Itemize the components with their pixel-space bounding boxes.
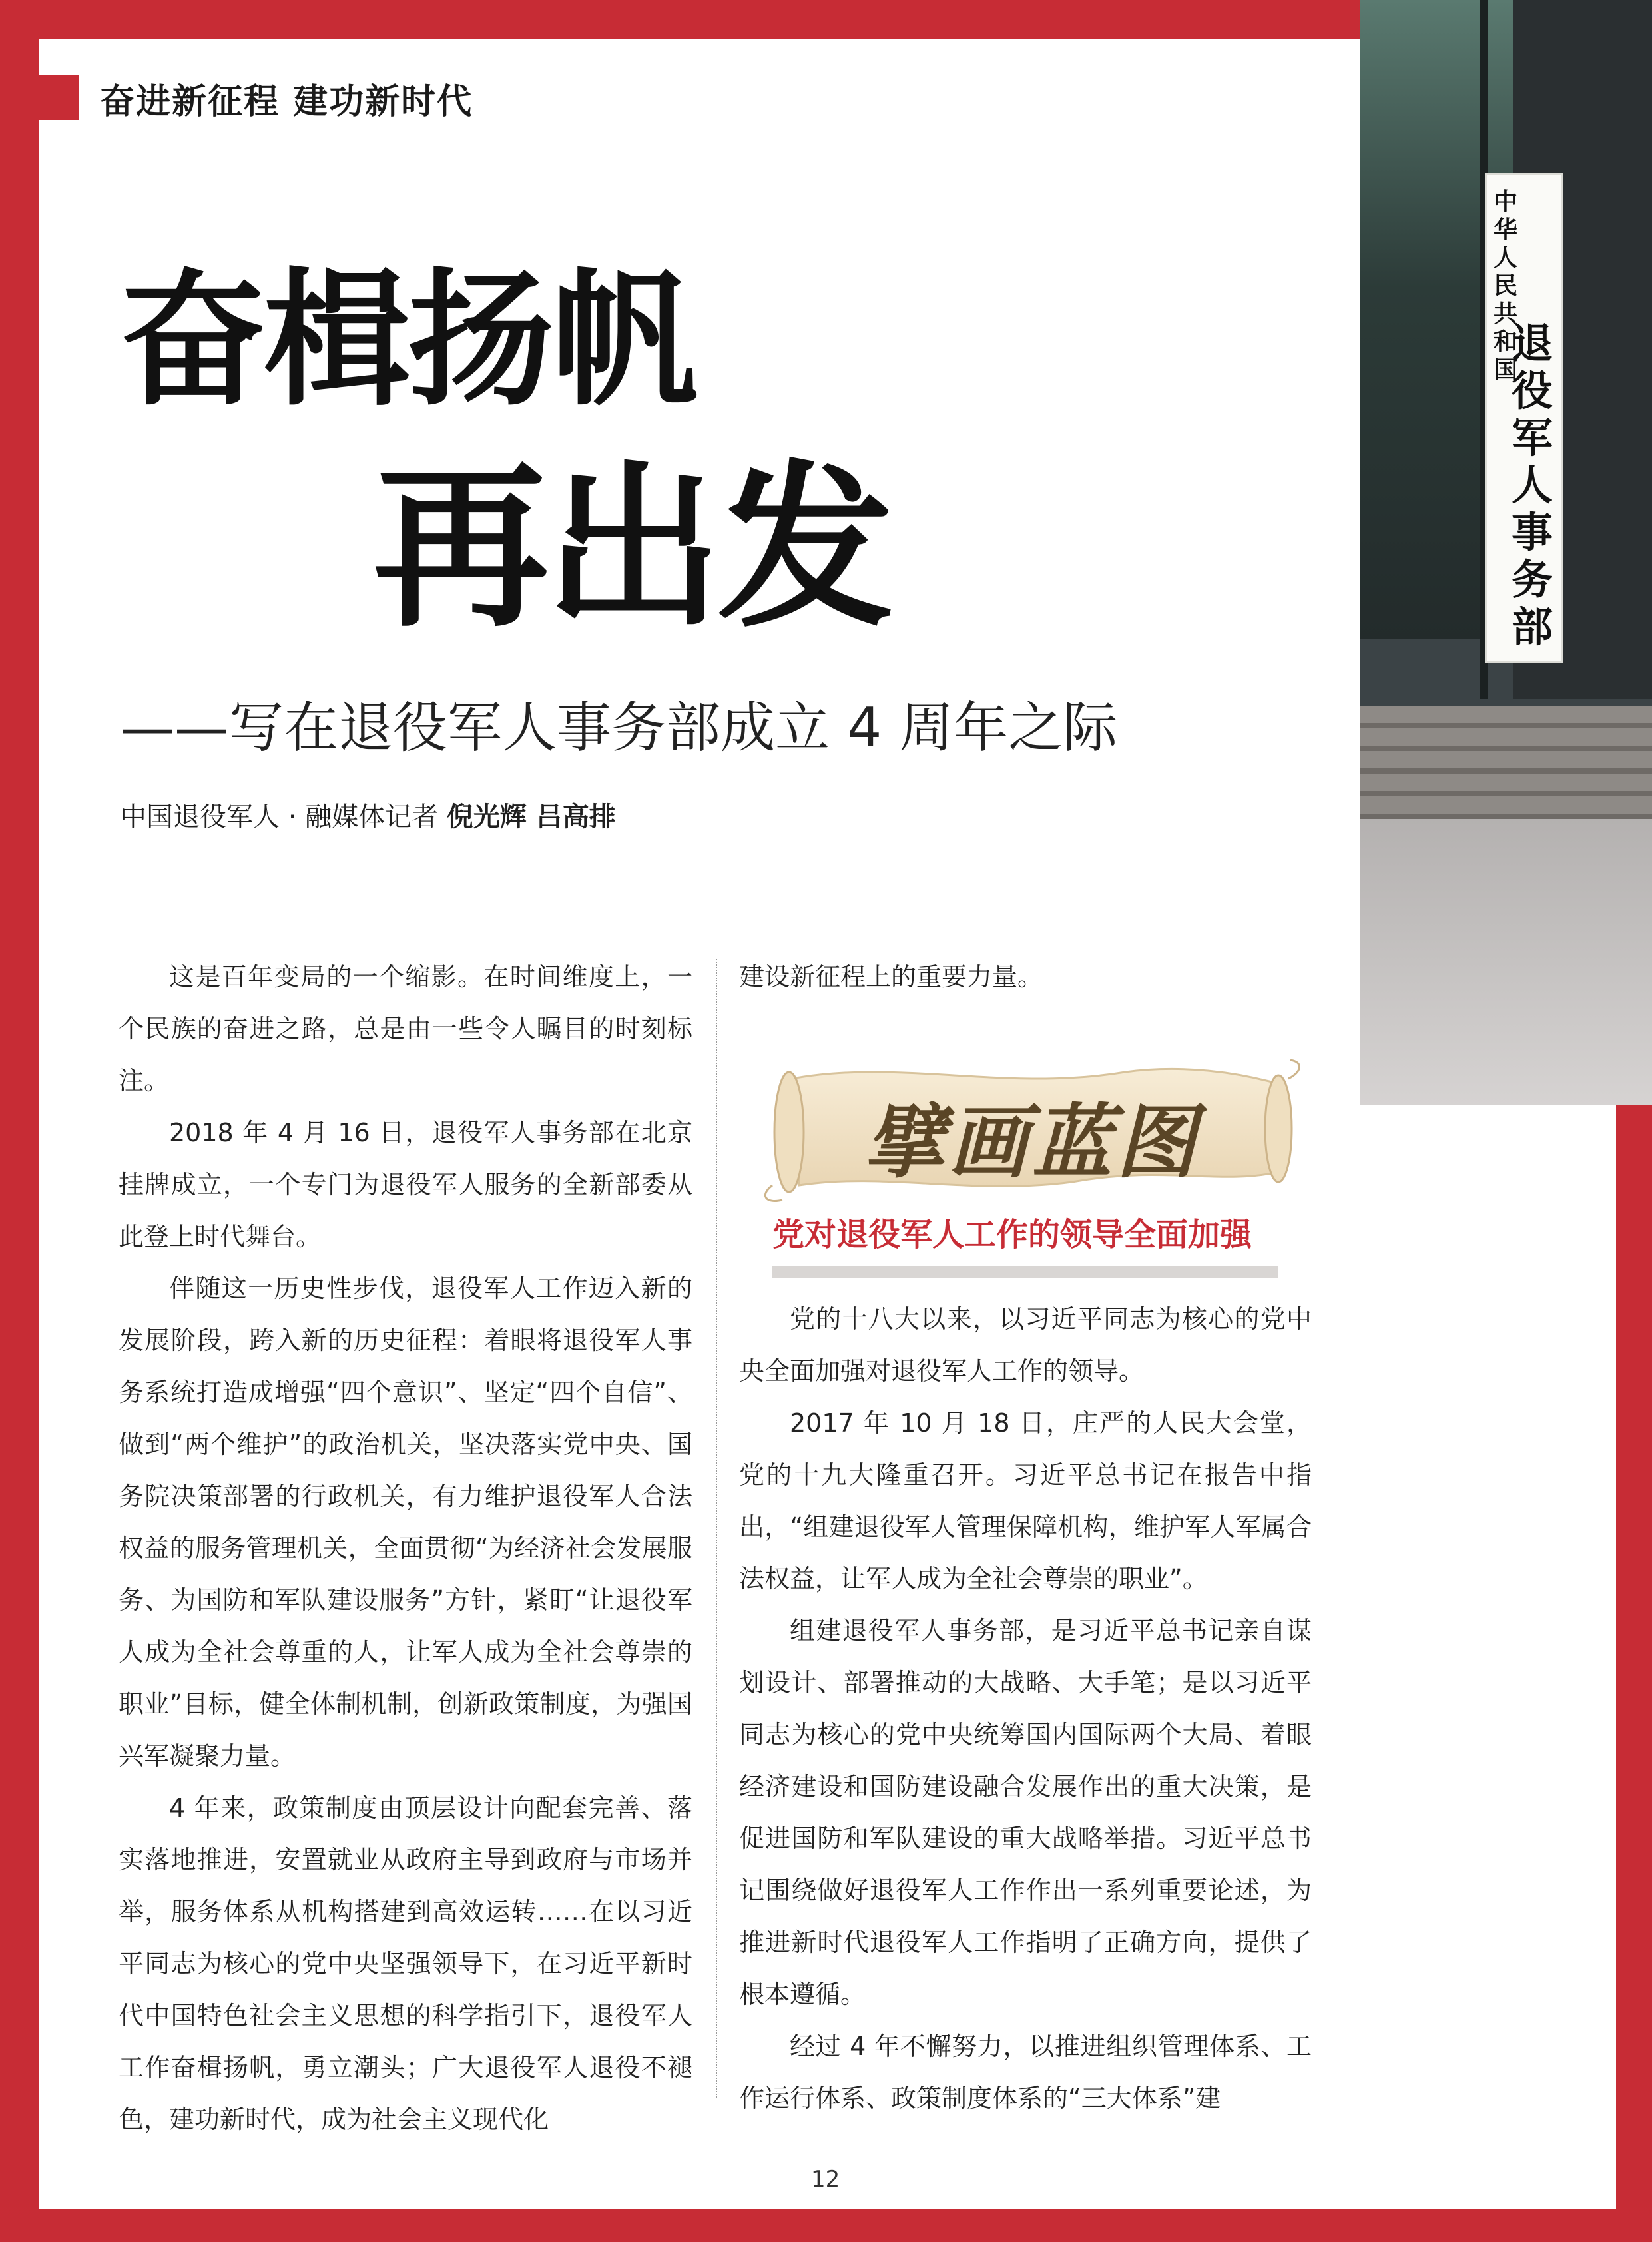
article-title-line-2: 再出发 bbox=[373, 444, 890, 651]
body-paragraph: 2017 年 10 月 18 日，庄严的人民大会堂，党的十九大隆重召开。习近平总书记在报告中指出，“组建退役军人管理保障机构，维护军人军属合法权益，让军人成为全社会尊崇的职业”。 bbox=[739, 1408, 1312, 1593]
section-heading: 党对退役军人工作的领导全面加强 bbox=[772, 1216, 1252, 1253]
page-frame-left bbox=[0, 0, 39, 2242]
section-tag-marker bbox=[39, 75, 79, 120]
body-paragraph: 2018 年 4 月 16 日，退役军人事务部在北京挂牌成立，一个专门为退役军人服务的全新部委从此登上时代舞台。 bbox=[119, 1118, 692, 1251]
plaque-country-name: 中华人民共和国 bbox=[1493, 188, 1517, 384]
article-body-right-continuation bbox=[739, 951, 1312, 1003]
body-paragraph: 党的十八大以来，以习近平同志为核心的党中央全面加强对退役军人工作的领导。 bbox=[739, 1304, 1312, 1386]
page-frame-bottom bbox=[0, 2209, 1652, 2242]
page-frame-top bbox=[0, 0, 1360, 39]
column-divider bbox=[716, 959, 717, 2098]
body-paragraph: 伴随这一历史性步伐，退役军人工作迈入新的发展阶段，跨入新的历史征程：着眼将退役军人事务系统打造成增强“四个意识”、坚定“四个自信”、做到“两个维护”的政治机关，坚决落实党中央、国务院决策部署的行政机关，有力维护退役军人合法权益的服务管理机关，全面贯彻“为经济社会发展服务、为国防和军队建设服务”方针，紧盯“让退役军人成为全社会尊重的人，让军人成为全社会尊崇的职业”目标，健全体制机制，创新政策制度，为强国兴军凝聚力量。 bbox=[119, 1274, 692, 1771]
plaque-ministry-name: 退役军人事务部 bbox=[1511, 319, 1553, 651]
byline bbox=[120, 796, 616, 834]
byline-prefix: 中国退役军人 · 融媒体记者 bbox=[120, 802, 447, 832]
body-paragraph: 建设新征程上的重要力量。 bbox=[739, 962, 1043, 991]
section-title: 奋进新征程 建功新时代 bbox=[100, 82, 473, 122]
banner-calligraphy-text: 擘画蓝图 bbox=[864, 1095, 1200, 1189]
body-paragraph: 组建退役军人事务部，是习近平总书记亲自谋划设计、部署推动的大战略、大手笔；是以习近平同志为核心的党中央统筹国内国际两个大局、着眼经济建设和国防建设融合发展作出的重大决策，是促进国防和军队建设的重大战略举措。习近平总书记围绕做好退役军人工作作出一系列重要论述，为推进新时代退役军人工作指明了正确方向，提供了根本遵循。 bbox=[739, 1616, 1312, 2009]
article-body-left-column bbox=[119, 951, 692, 2145]
article-title-line-1: 奋楫扬帆 bbox=[120, 253, 696, 425]
body-paragraph: 4 年来，政策制度由顶层设计向配套完善、落实落地推进，安置就业从政府主导到政府与市场并举，服务体系从机构搭建到高效运转……在以习近平同志为核心的党中央坚强领导下，在习近平新时代中国特色社会主义思想的科学指引下，退役军人工作奋楫扬帆，勇立潮头；广大退役军人退役不褪色，建功新时代，成为社会主义现代化 bbox=[119, 1793, 692, 2134]
page-frame-right bbox=[1616, 1105, 1652, 2242]
body-paragraph: 经过 4 年不懈努力，以推进组织管理体系、工作运行体系、政策制度体系的“三大体系”建 bbox=[739, 2032, 1312, 2113]
article-body-right-column bbox=[739, 1293, 1312, 2124]
body-paragraph: 这是百年变局的一个缩影。在时间维度上，一个民族的奋进之路，总是由一些令人瞩目的时刻标注。 bbox=[119, 962, 692, 1095]
article-subtitle: ——写在退役军人事务部成立 4 周年之际 bbox=[120, 697, 1118, 760]
page-number: 12 bbox=[811, 2166, 840, 2193]
byline-authors: 倪光辉 吕高排 bbox=[446, 802, 616, 832]
section-heading-rule bbox=[772, 1266, 1278, 1278]
